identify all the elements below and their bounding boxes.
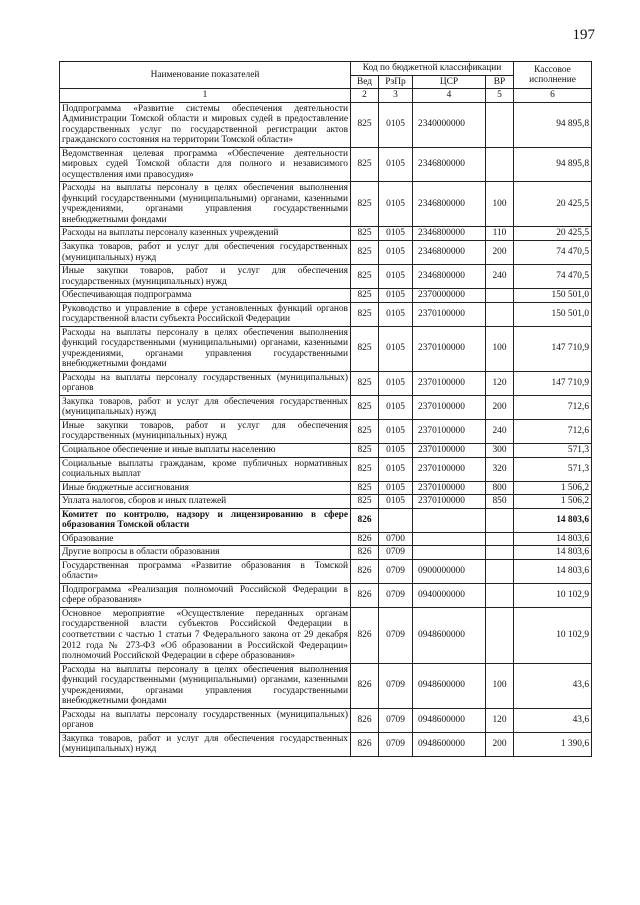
cell-amount: 712,6 <box>514 419 592 443</box>
cell-rzpr: 0105 <box>379 419 413 443</box>
cell-csr: 0948600000 <box>413 607 486 663</box>
header-cash: Кассовое исполнение <box>514 62 592 89</box>
cell-vr <box>486 102 514 147</box>
cell-csr: 2370100000 <box>413 395 486 419</box>
cell-name: Комитет по контролю, надзору и лицензированию в сфере образования Томской области <box>60 508 351 532</box>
cell-rzpr: 0709 <box>379 546 413 560</box>
cell-vr <box>486 532 514 546</box>
cell-csr: 0948600000 <box>413 732 486 756</box>
header-name: Наименование показателей <box>60 62 351 89</box>
table-row <box>60 457 592 481</box>
cell-ved: 825 <box>351 419 379 443</box>
table-row <box>60 546 592 560</box>
header-vr: ВР <box>486 75 514 89</box>
cell-amount: 1 506,2 <box>514 495 592 509</box>
cell-amount: 571,3 <box>514 457 592 481</box>
cell-ved: 826 <box>351 508 379 532</box>
cell-ved: 825 <box>351 395 379 419</box>
col-number: 2 <box>351 89 379 103</box>
cell-vr: 200 <box>486 240 514 264</box>
cell-vr: 100 <box>486 663 514 708</box>
cell-vr: 110 <box>486 227 514 241</box>
cell-ved: 826 <box>351 583 379 607</box>
cell-name: Уплата налогов, сборов и иных платежей <box>60 495 351 509</box>
cell-vr: 850 <box>486 495 514 509</box>
cell-amount: 43,6 <box>514 663 592 708</box>
cell-amount: 94 895,8 <box>514 102 592 147</box>
cell-rzpr: 0105 <box>379 102 413 147</box>
cell-name: Иные бюджетные ассигнования <box>60 481 351 495</box>
cell-name: Закупка товаров, работ и услуг для обеспечения государственных (муниципальных) нужд <box>60 395 351 419</box>
header-csr: ЦСР <box>413 75 486 89</box>
table-row <box>60 444 592 458</box>
table-row <box>60 559 592 583</box>
cell-rzpr: 0105 <box>379 457 413 481</box>
cell-vr <box>486 546 514 560</box>
cell-name: Расходы на выплаты персоналу в целях обеспечения выполнения функций государственными (муниципальными) органами, казенными учреждениями, органами управления государственными внебюджетными фондами <box>60 326 351 371</box>
col-number: 4 <box>413 89 486 103</box>
cell-csr: 2370100000 <box>413 495 486 509</box>
header-rzpr: РзПр <box>379 75 413 89</box>
cell-amount: 20 425,5 <box>514 227 592 241</box>
cell-amount: 74 470,5 <box>514 240 592 264</box>
table-row <box>60 326 592 371</box>
cell-vr <box>486 583 514 607</box>
cell-ved: 826 <box>351 607 379 663</box>
cell-vr: 300 <box>486 444 514 458</box>
cell-csr: 2370100000 <box>413 419 486 443</box>
cell-csr: 2346800000 <box>413 182 486 227</box>
cell-ved: 825 <box>351 289 379 303</box>
cell-amount: 14 803,6 <box>514 546 592 560</box>
cell-amount: 10 102,9 <box>514 607 592 663</box>
cell-vr: 240 <box>486 265 514 289</box>
cell-amount: 74 470,5 <box>514 265 592 289</box>
table-row <box>60 583 592 607</box>
table-row <box>60 371 592 395</box>
cell-amount: 1 506,2 <box>514 481 592 495</box>
table-row <box>60 289 592 303</box>
table-row <box>60 419 592 443</box>
cell-ved: 825 <box>351 495 379 509</box>
cell-rzpr: 0105 <box>379 240 413 264</box>
cell-rzpr: 0709 <box>379 583 413 607</box>
cell-csr: 2370100000 <box>413 444 486 458</box>
cell-ved: 826 <box>351 532 379 546</box>
cell-name: Образование <box>60 532 351 546</box>
table-row <box>60 495 592 509</box>
table-row <box>60 532 592 546</box>
cell-vr <box>486 147 514 182</box>
table-row <box>60 395 592 419</box>
cell-rzpr <box>379 508 413 532</box>
cell-rzpr: 0105 <box>379 147 413 182</box>
cell-vr <box>486 289 514 303</box>
table-row <box>60 102 592 147</box>
table-row <box>60 147 592 182</box>
col-number: 6 <box>514 89 592 103</box>
cell-ved: 825 <box>351 147 379 182</box>
table-row <box>60 240 592 264</box>
cell-vr <box>486 559 514 583</box>
cell-rzpr: 0105 <box>379 495 413 509</box>
cell-rzpr: 0105 <box>379 227 413 241</box>
cell-rzpr: 0105 <box>379 289 413 303</box>
cell-csr: 0900000000 <box>413 559 486 583</box>
col-number: 1 <box>60 89 351 103</box>
cell-csr: 2370000000 <box>413 289 486 303</box>
table-row <box>60 663 592 708</box>
cell-csr <box>413 508 486 532</box>
cell-ved: 825 <box>351 371 379 395</box>
cell-amount: 150 501,0 <box>514 302 592 326</box>
table-row <box>60 708 592 732</box>
cell-ved: 825 <box>351 240 379 264</box>
header-row-1 <box>60 62 592 76</box>
cell-name: Подпрограмма «Развитие системы обеспечения деятельности Администрации Томской области и мировых судей в предоставление государственных услуг по государственной регистрации актов гражданского состояния на территории Томской области» <box>60 102 351 147</box>
cell-name: Расходы на выплаты персоналу казенных учреждений <box>60 227 351 241</box>
cell-name: Расходы на выплаты персоналу государственных (муниципальных) органов <box>60 371 351 395</box>
cell-vr: 800 <box>486 481 514 495</box>
cell-ved: 825 <box>351 182 379 227</box>
header-ved: Вед <box>351 75 379 89</box>
cell-rzpr: 0709 <box>379 708 413 732</box>
cell-vr <box>486 302 514 326</box>
cell-name: Закупка товаров, работ и услуг для обеспечения государственных (муниципальных) нужд <box>60 240 351 264</box>
cell-ved: 826 <box>351 708 379 732</box>
cell-csr: 0948600000 <box>413 663 486 708</box>
cell-vr: 240 <box>486 419 514 443</box>
cell-csr: 2346800000 <box>413 240 486 264</box>
cell-ved: 825 <box>351 457 379 481</box>
cell-csr: 2346800000 <box>413 227 486 241</box>
table-body <box>60 102 592 756</box>
cell-name: Иные закупки товаров, работ и услуг для обеспечения государственных (муниципальных) нужд <box>60 419 351 443</box>
cell-name: Социальные выплаты гражданам, кроме публичных нормативных социальных выплат <box>60 457 351 481</box>
cell-amount: 94 895,8 <box>514 147 592 182</box>
cell-vr: 120 <box>486 708 514 732</box>
cell-csr <box>413 532 486 546</box>
cell-vr: 100 <box>486 182 514 227</box>
cell-rzpr: 0105 <box>379 481 413 495</box>
page-number: 197 <box>572 27 595 43</box>
cell-rzpr: 0709 <box>379 607 413 663</box>
cell-amount: 147 710,9 <box>514 326 592 371</box>
cell-ved: 825 <box>351 227 379 241</box>
cell-csr: 2346800000 <box>413 147 486 182</box>
cell-ved: 826 <box>351 732 379 756</box>
cell-vr: 100 <box>486 326 514 371</box>
cell-rzpr: 0105 <box>379 265 413 289</box>
cell-vr: 200 <box>486 732 514 756</box>
cell-csr: 0940000000 <box>413 583 486 607</box>
column-number-row <box>60 89 592 103</box>
cell-csr: 2370100000 <box>413 302 486 326</box>
cell-amount: 150 501,0 <box>514 289 592 303</box>
cell-vr: 320 <box>486 457 514 481</box>
cell-csr: 2340000000 <box>413 102 486 147</box>
table-row <box>60 732 592 756</box>
cell-name: Социальное обеспечение и иные выплаты населению <box>60 444 351 458</box>
cell-csr: 2346800000 <box>413 265 486 289</box>
cell-csr: 2370100000 <box>413 371 486 395</box>
cell-ved: 825 <box>351 481 379 495</box>
cell-ved: 825 <box>351 326 379 371</box>
cell-name: Иные закупки товаров, работ и услуг для обеспечения государственных (муниципальных) нужд <box>60 265 351 289</box>
cell-csr <box>413 546 486 560</box>
cell-rzpr: 0105 <box>379 302 413 326</box>
budget-execution-table <box>59 61 592 757</box>
cell-rzpr: 0105 <box>379 444 413 458</box>
cell-ved: 826 <box>351 559 379 583</box>
table-row <box>60 607 592 663</box>
cell-amount: 147 710,9 <box>514 371 592 395</box>
cell-name: Расходы на выплаты персоналу в целях обеспечения выполнения функций государственными (муниципальными) органами, казенными учреждениями, органами управления государственными внебюджетными фондами <box>60 182 351 227</box>
cell-amount: 571,3 <box>514 444 592 458</box>
cell-ved: 825 <box>351 444 379 458</box>
cell-csr: 0948600000 <box>413 708 486 732</box>
cell-csr: 2370100000 <box>413 457 486 481</box>
col-number: 3 <box>379 89 413 103</box>
cell-amount: 712,6 <box>514 395 592 419</box>
cell-amount: 1 390,6 <box>514 732 592 756</box>
cell-ved: 826 <box>351 663 379 708</box>
cell-ved: 826 <box>351 546 379 560</box>
cell-name: Ведомственная целевая программа «Обеспечение деятельности мировых судей Томской области для полного и независимого осуществления ими правосудия» <box>60 147 351 182</box>
cell-amount: 43,6 <box>514 708 592 732</box>
cell-name: Основное мероприятие «Осуществление переданных органам государственной власти субъектов Российской Федерации в соответствии с частью 1 статьи 7 Федерального закона от 29 декабря 2012 года № 273-ФЗ «Об образовании в Российской Федерации» полномочий Российской Федерации в сфере образования» <box>60 607 351 663</box>
cell-name: Руководство и управление в сфере установленных функций органов государственной власти субъекта Российской Федерации <box>60 302 351 326</box>
cell-rzpr: 0709 <box>379 663 413 708</box>
table-row <box>60 508 592 532</box>
cell-vr: 200 <box>486 395 514 419</box>
table-row <box>60 227 592 241</box>
cell-amount: 14 803,6 <box>514 559 592 583</box>
col-number: 5 <box>486 89 514 103</box>
table-row <box>60 302 592 326</box>
cell-rzpr: 0709 <box>379 732 413 756</box>
table-row <box>60 182 592 227</box>
cell-name: Закупка товаров, работ и услуг для обеспечения государственных (муниципальных) нужд <box>60 732 351 756</box>
cell-amount: 10 102,9 <box>514 583 592 607</box>
cell-name: Подпрограмма «Реализация полномочий Российской Федерации в сфере образования» <box>60 583 351 607</box>
cell-rzpr: 0709 <box>379 559 413 583</box>
cell-rzpr: 0105 <box>379 182 413 227</box>
cell-amount: 20 425,5 <box>514 182 592 227</box>
cell-name: Другие вопросы в области образования <box>60 546 351 560</box>
cell-vr <box>486 508 514 532</box>
cell-rzpr: 0105 <box>379 395 413 419</box>
cell-rzpr: 0700 <box>379 532 413 546</box>
cell-vr <box>486 607 514 663</box>
table-row <box>60 481 592 495</box>
cell-name: Расходы на выплаты персоналу государственных (муниципальных) органов <box>60 708 351 732</box>
cell-csr: 2370100000 <box>413 326 486 371</box>
cell-name: Обеспечивающая подпрограмма <box>60 289 351 303</box>
cell-ved: 825 <box>351 302 379 326</box>
table-row <box>60 265 592 289</box>
cell-csr: 2370100000 <box>413 481 486 495</box>
cell-rzpr: 0105 <box>379 371 413 395</box>
cell-name: Расходы на выплаты персоналу в целях обеспечения выполнения функций государственными (муниципальными) органами, казенными учреждениями, органами управления государственными внебюджетными фондами <box>60 663 351 708</box>
cell-name: Государственная программа «Развитие образования в Томской области» <box>60 559 351 583</box>
cell-vr: 120 <box>486 371 514 395</box>
header-code-group: Код по бюджетной классификации <box>351 62 514 76</box>
cell-rzpr: 0105 <box>379 326 413 371</box>
cell-ved: 825 <box>351 102 379 147</box>
cell-amount: 14 803,6 <box>514 532 592 546</box>
cell-ved: 825 <box>351 265 379 289</box>
cell-amount: 14 803,6 <box>514 508 592 532</box>
